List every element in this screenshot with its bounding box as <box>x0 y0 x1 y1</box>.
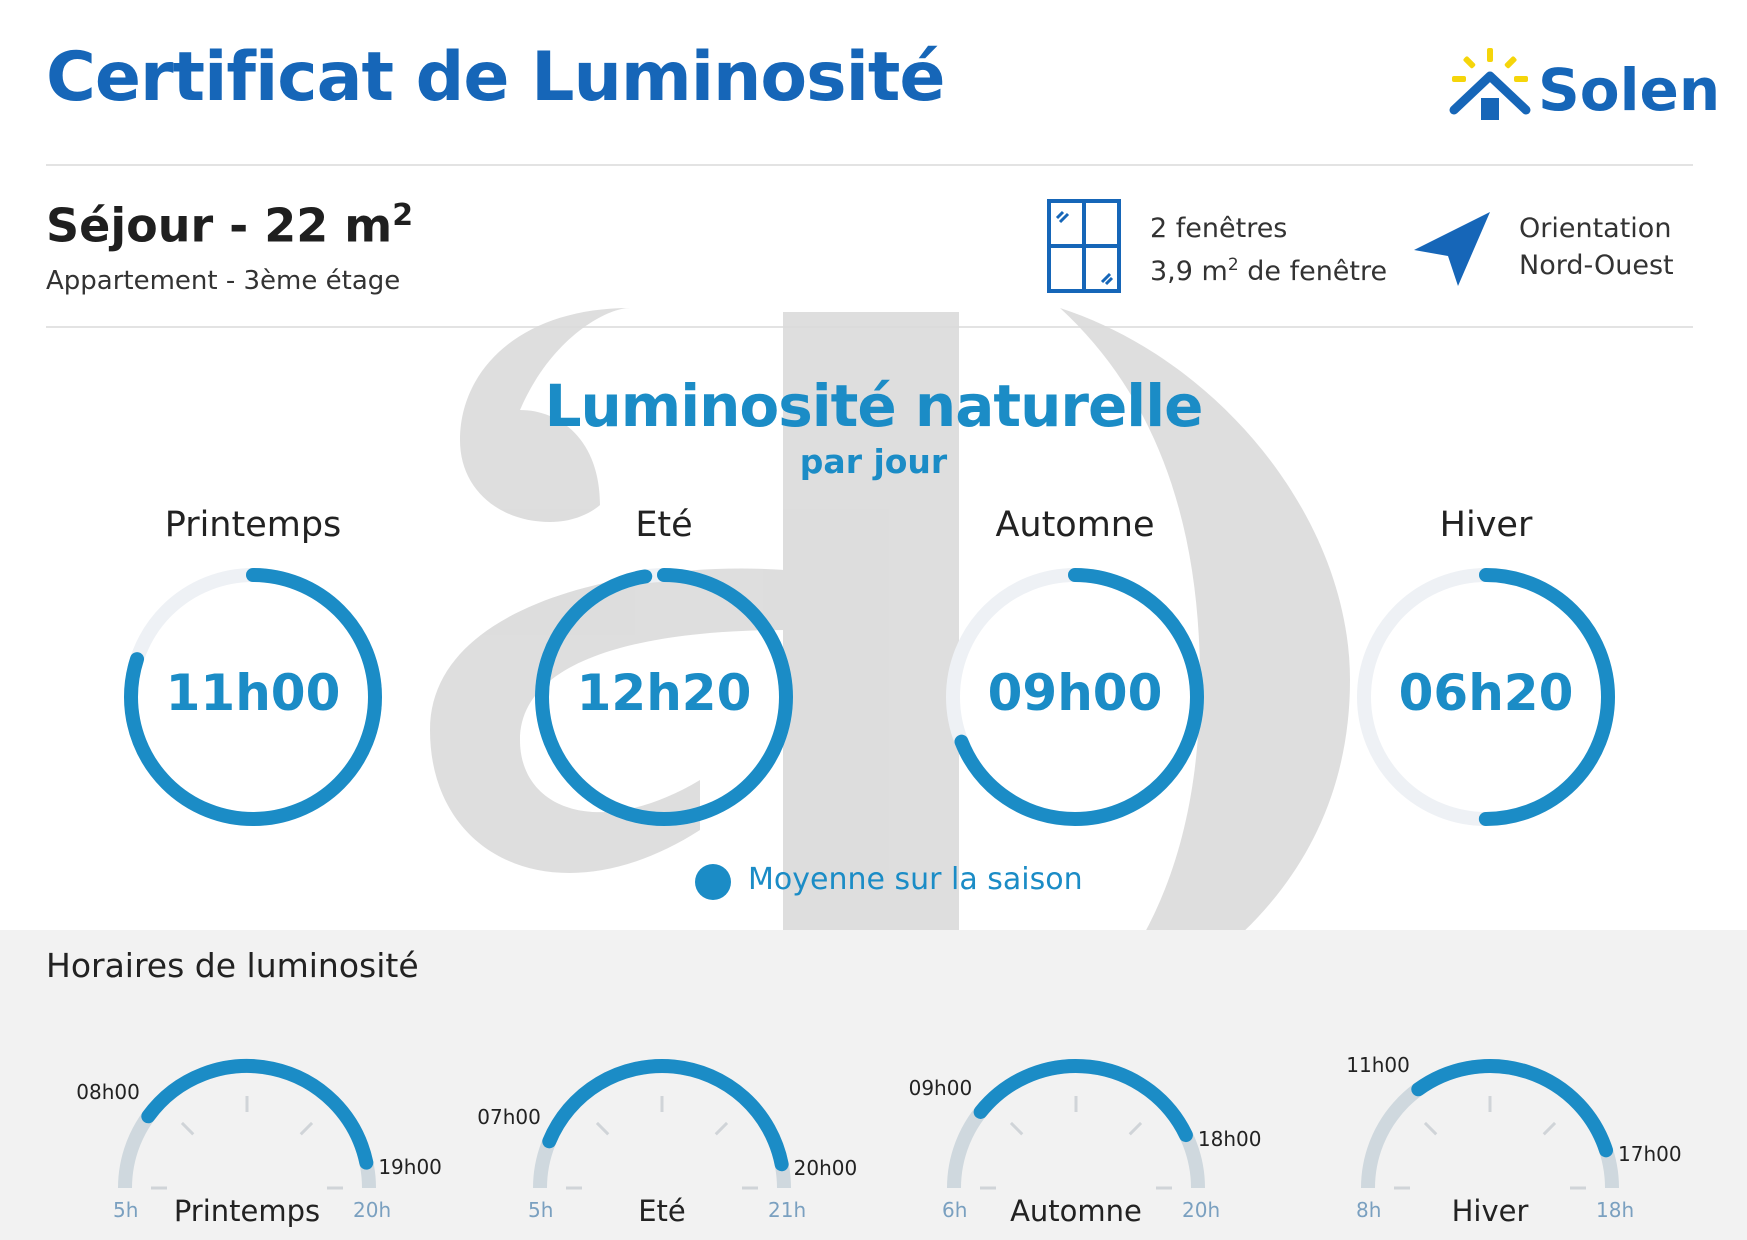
windows-info <box>1150 210 1387 290</box>
gauge-end-time: 17h00 <box>1618 1142 1682 1167</box>
legend-dot-icon <box>695 864 731 900</box>
gauge-range-max: 20h <box>1182 1198 1221 1222</box>
season-label: Eté <box>635 505 693 545</box>
gauge-start-time: 07h00 <box>477 1105 541 1130</box>
legend-label: Moyenne sur la saison <box>748 862 1083 897</box>
gauge-range-max: 21h <box>768 1198 807 1222</box>
compass-arrow-icon <box>1410 206 1494 290</box>
gauge-range-max: 18h <box>1596 1198 1635 1222</box>
gauge-range-max: 20h <box>353 1198 392 1222</box>
season-label: Automne <box>995 505 1155 545</box>
season-duration: 09h00 <box>987 664 1163 722</box>
season-duration: 11h00 <box>165 664 341 722</box>
gauge-season-label: Automne <box>1010 1194 1142 1228</box>
brand-name: Solen <box>1538 56 1721 124</box>
gauge-range-min: 6h <box>942 1198 968 1222</box>
windows-area: 3,9 $m^2$ de fenêtre <box>1150 255 1388 287</box>
gauge-season-label: Eté <box>638 1194 686 1228</box>
gauge-range-min: 5h <box>113 1198 139 1222</box>
schedule-title: Horaires de luminosité <box>46 946 419 985</box>
gauge-start-time: 09h00 <box>908 1075 973 1100</box>
season-duration: 12h20 <box>576 664 752 722</box>
section-subtitle: par jour <box>799 442 948 481</box>
gauge-end-time: 18h00 <box>1197 1127 1262 1152</box>
page-title: Certificat de Luminosité <box>46 38 945 117</box>
windows-count: 2 fenêtres <box>1150 213 1288 244</box>
section-title: Luminosité naturelle <box>544 372 1203 440</box>
orientation-value: Nord-Ouest <box>1519 250 1674 281</box>
orientation-label: Orientation <box>1519 213 1672 244</box>
gauge-end-time: 19h00 <box>378 1154 442 1179</box>
window-icon <box>1046 198 1122 294</box>
gauge-end-time: 20h00 <box>793 1156 858 1181</box>
season-label: Printemps <box>164 505 342 545</box>
orientation-info <box>1519 210 1674 284</box>
season-label: Hiver <box>1439 505 1533 545</box>
gauge-start-time: 11h00 <box>1346 1053 1410 1078</box>
gauge-range-min: 5h <box>528 1198 554 1222</box>
gauge-season-label: Printemps <box>173 1194 321 1228</box>
divider <box>46 164 1693 166</box>
gauge-range-min: 8h <box>1356 1198 1382 1222</box>
gauge-season-label: Hiver <box>1451 1194 1529 1228</box>
season-duration: 06h20 <box>1398 664 1574 722</box>
room-details: Appartement - 3ème étage <box>46 266 401 296</box>
gauge-start-time: 08h00 <box>76 1080 140 1105</box>
room-title: Séjour - 22 $m^2$ <box>46 198 414 253</box>
